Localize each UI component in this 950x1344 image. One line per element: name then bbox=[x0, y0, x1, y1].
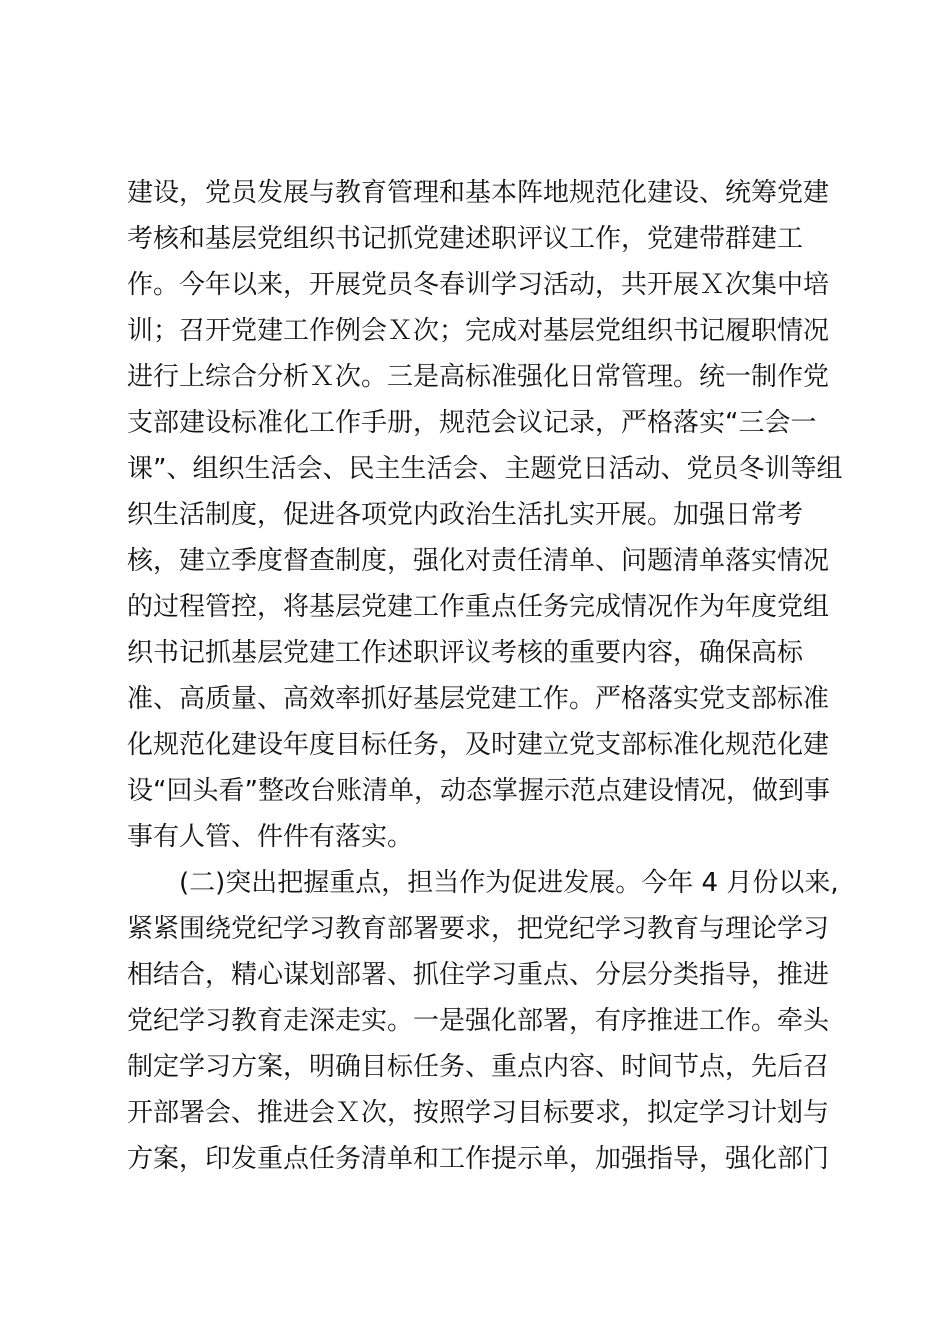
text-line: 核，建立季度督查制度，强化对责任清单、问题清单落实情况 bbox=[127, 546, 830, 576]
text-line: 设“回头看”整改台账清单，动态掌握示范点建设情况，做到事 bbox=[127, 776, 830, 806]
document-body bbox=[127, 170, 843, 1182]
text-line: 考核和基层党组织书记抓党建述职评议工作，党建带群建工 bbox=[127, 224, 804, 254]
text-line: 建设，党员发展与教育管理和基本阵地规范化建设、统筹党建 bbox=[127, 178, 830, 208]
text-line: 课”、组织生活会、民主生活会、主题党日活动、党员冬训等组 bbox=[127, 454, 843, 484]
text-line: 方案，印发重点任务清单和工作提示单，加强指导，强化部门 bbox=[127, 1144, 830, 1174]
text-line: 准、高质量、高效率抓好基层党建工作。严格落实党支部标准 bbox=[127, 684, 830, 714]
text-line: 制定学习方案，明确目标任务、重点内容、时间节点，先后召 bbox=[127, 1052, 830, 1082]
text-line: 党纪学习教育走深走实。一是强化部署，有序推进工作。牵头 bbox=[127, 1006, 830, 1036]
text-line: 紧紧围绕党纪学习教育部署要求，把党纪学习教育与理论学习 bbox=[127, 914, 830, 944]
text-line: 支部建设标准化工作手册，规范会议记录，严格落实“三会一 bbox=[127, 408, 817, 438]
text-line: 开部署会、推进会Ｘ次，按照学习目标要求，拟定学习计划与 bbox=[127, 1098, 830, 1128]
text-line: 作。今年以来，开展党员冬春训学习活动，共开展Ｘ次集中培 bbox=[127, 270, 830, 300]
text-line: 训；召开党建工作例会Ｘ次；完成对基层党组织书记履职情况 bbox=[127, 316, 830, 346]
paragraph-1 bbox=[127, 170, 843, 860]
text-line: (二)突出把握重点，担当作为促进发展。今年 4 月份以来, bbox=[127, 868, 839, 898]
text-line: 进行上综合分析Ｘ次。三是高标准强化日常管理。统一制作党 bbox=[127, 362, 830, 392]
text-line: 织书记抓基层党建工作述职评议考核的重要内容，确保高标 bbox=[127, 638, 804, 668]
text-line: 相结合，精心谋划部署、抓住学习重点、分层分类指导，推进 bbox=[127, 960, 830, 990]
text-line: 事有人管、件件有落实。 bbox=[127, 822, 414, 852]
text-line: 化规范化建设年度目标任务，及时建立党支部标准化规范化建 bbox=[127, 730, 830, 760]
text-line: 的过程管控，将基层党建工作重点任务完成情况作为年度党组 bbox=[127, 592, 830, 622]
text-line: 织生活制度，促进各项党内政治生活扎实开展。加强日常考 bbox=[127, 500, 804, 530]
paragraph-2 bbox=[127, 860, 839, 1182]
